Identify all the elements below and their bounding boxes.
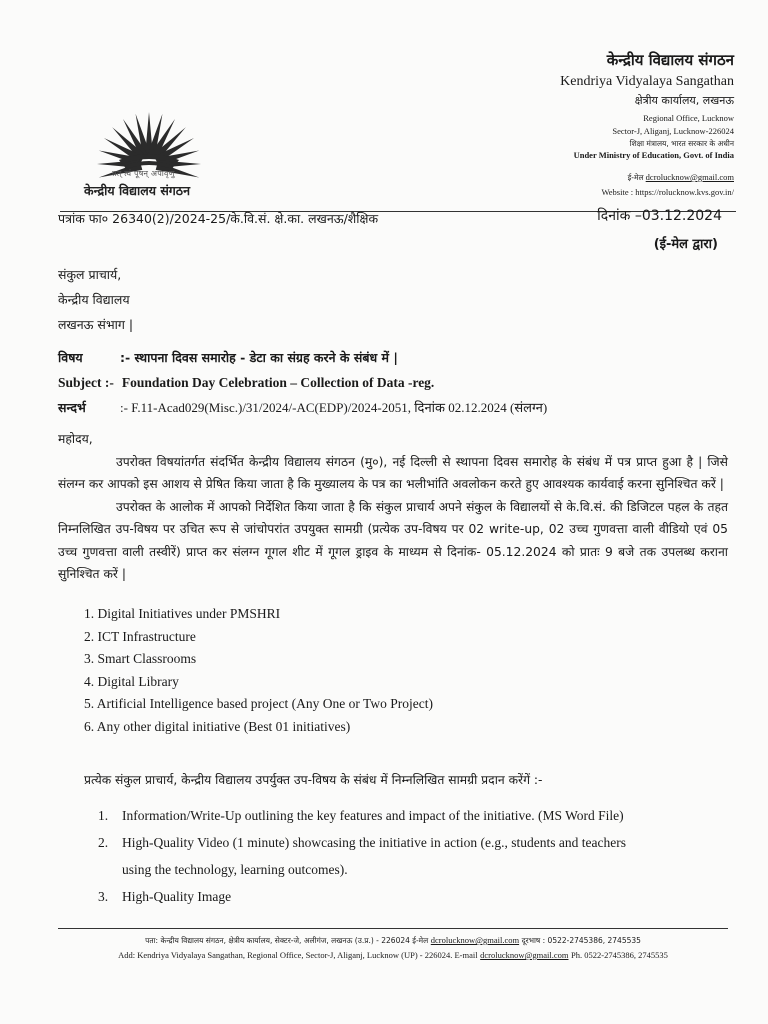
ministry-english: Under Ministry of Education, Govt. of India: [573, 150, 734, 160]
subject-hindi-text: :- स्थापना दिवस समारोह - डेटा का संग्रह करने के संबंध में |: [120, 350, 398, 365]
logo-motto: तत् त्वं पूषन् अपावृणु: [112, 169, 175, 178]
addressee-line-1: संकुल प्राचार्य,: [58, 267, 122, 282]
list-text: High-Quality Image: [122, 889, 232, 904]
footer-hindi-email[interactable]: dcrolucknow@gmail.com: [430, 935, 520, 945]
letter-date: दिनांक –03.12.2024: [597, 208, 722, 224]
list-number: 1.: [98, 808, 109, 823]
logo-org-name: केन्द्रीय विद्यालय संगठन: [84, 183, 191, 198]
footer-english-phone: Ph. 0522-2745386, 2745535: [571, 950, 668, 960]
office-address: Sector-J, Aliganj, Lucknow-226024: [612, 126, 734, 136]
paragraph-2: उपरोक्त के आलोक में आपको निर्देशित किया जाता है कि संकुल प्राचार्य अपने संकुल के विद्यालयों से के.वि.सं. की डिजिटल पहल के तहत निम्नलिखित उप-विषय पर उचित रूप से जांचोपरांत उपयुक्त सामग्री (प्रत्येक उप-विषय पर 02 write-up, 02 उच्च गुणवत्ता वाली वीडियो एवं 05 उच्च गुणवत्ता वाली तस्वीरें) प्राप्त कर संलग्न गूगल शीट में गूगल ड्राइव के माध्यम से दिनांक- 05.12.2024 को प्रातः 9 बजे तक उपलब्ध कराना सुनिश्चित करें |: [58, 499, 728, 581]
letterhead: [494, 50, 734, 200]
via-email: (ई-मेल द्वारा): [653, 237, 718, 252]
website-link[interactable]: https://rolucknow.kvs.gov.in/: [635, 187, 734, 197]
footer-hindi-phone: दूरभाष : 0522-2745386, 2745535: [521, 936, 641, 945]
office-hindi: क्षेत्रीय कार्यालय, लखनऊ: [634, 94, 734, 107]
footer-hindi-address: पता: केन्द्रीय विद्यालय संगठन, क्षेत्रीय कार्यालय, सेक्टर-जे, अलीगंज, लखनऊ (उ.प्र.) - 226024 ई-मेल: [145, 936, 429, 945]
org-name-hindi: केन्द्रीय विद्यालय संगठन: [606, 51, 734, 69]
email-link[interactable]: dcrolucknow@gmail.com: [645, 172, 734, 182]
addressee-line-3: लखनऊ संभाग |: [58, 317, 134, 332]
subject-reference: [58, 395, 547, 420]
email-line: [494, 170, 734, 185]
topics-list: [84, 603, 433, 738]
list-item: 1. Digital Initiatives under PMSHRI: [84, 606, 281, 621]
page-footer: [58, 928, 728, 963]
footer-english-address: Add: Kendriya Vidyalaya Sangathan, Regional Office, Sector-J, Aliganj, Lucknow (UP) - 226024. E-mail: [118, 950, 478, 960]
instruction-text: प्रत्येक संकुल प्राचार्य, केन्द्रीय विद्यालय उपर्युक्त उप-विषय के संबंध में निम्नलिखित सामग्री प्रदान करेंगें :-: [84, 773, 543, 787]
list-item: 3. Smart Classrooms: [84, 651, 197, 666]
footer-english: [58, 948, 728, 963]
subject-english: [58, 370, 547, 395]
list-text-continuation: using the technology, learning outcomes).: [122, 862, 348, 877]
paragraph-1: उपरोक्त विषयांतर्गत संदर्भित केन्द्रीय विद्यालय संगठन (मु०), नई दिल्ली से स्थापना दिवस समारोह के संबंध में पत्र प्राप्त हुआ है | जिसे संलग्न कर आपको इस आशय से प्रेषित किया जाता है कि मुख्यालय के पत्र का भलीभांति अवलोकन करते हुए आवश्यक कार्यवाई करना सुनिश्चित करें |: [58, 454, 728, 491]
org-name-english: Kendriya Vidyalaya Sangathan: [560, 74, 734, 89]
subject-english-text: Foundation Day Celebration – Collection of Data -reg.: [121, 375, 435, 390]
footer-english-email[interactable]: dcrolucknow@gmail.com: [480, 950, 569, 960]
reference-label: सन्दर्भ: [58, 400, 86, 415]
salutation: महोदय,: [58, 432, 93, 446]
website-line: [494, 185, 734, 200]
office-english: Regional Office, Lucknow: [643, 113, 734, 123]
subject-english-label: Subject :-: [58, 375, 114, 390]
addressee-block: [58, 262, 133, 337]
list-item: [98, 883, 728, 910]
sunburst-logo-icon: [64, 56, 234, 186]
list-text: Information/Write-Up outlining the key features and impact of the initiative. (MS Word File): [122, 808, 624, 823]
email-label: ई-मेल: [627, 173, 644, 182]
subject-block: [58, 345, 547, 420]
reference-number: पत्रांक फा० 26340(2)/2024-25/के.वि.सं. क्षे.का. लखनऊ/शैक्षिक: [58, 211, 379, 226]
subject-hindi-label: विषय: [58, 350, 83, 365]
list-item: 4. Digital Library: [84, 673, 179, 689]
website-label: Website :: [601, 187, 634, 197]
list-item: [98, 802, 728, 829]
list-item: 6. Any other digital initiative (Best 01 initiatives): [84, 718, 351, 734]
reference-text: :- F.11-Acad029(Misc.)/31/2024/-AC(EDP)/2024-2051, दिनांक 02.12.2024 (संलग्न): [120, 400, 548, 415]
list-item: 5. Artificial Intelligence based project (Any One or Two Project): [84, 696, 433, 711]
ministry-hindi: शिक्षा मंत्रालय, भारत सरकार के अधीन: [629, 139, 734, 148]
kvs-logo: [64, 56, 234, 206]
list-item: [98, 829, 728, 883]
footer-hindi: [58, 933, 728, 948]
list-text: High-Quality Video (1 minute) showcasing the initiative in action (e.g., students and teachers: [122, 835, 626, 850]
addressee-line-2: केन्द्रीय विद्यालय: [58, 292, 130, 307]
letter-body: [58, 428, 728, 586]
list-item: 2. ICT Infrastructure: [84, 628, 196, 644]
list-number: 3.: [98, 889, 109, 904]
materials-list: [98, 802, 728, 910]
subject-hindi: [58, 345, 547, 370]
list-number: 2.: [98, 835, 109, 850]
